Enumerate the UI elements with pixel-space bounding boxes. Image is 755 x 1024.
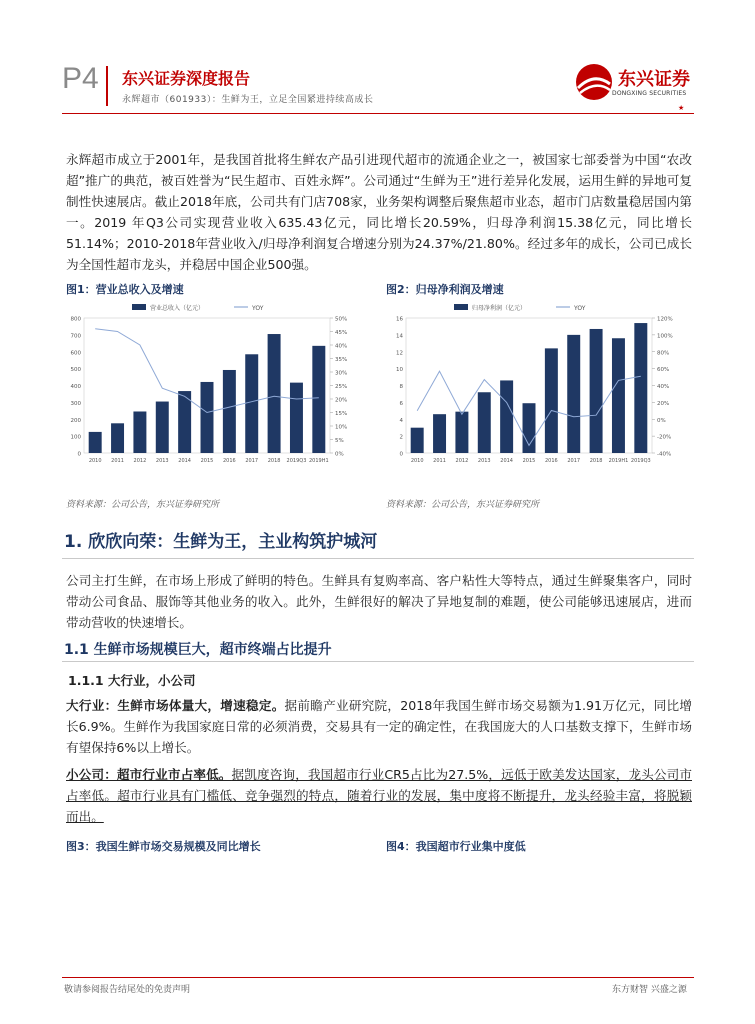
profit-xtick: 2012 — [455, 458, 469, 464]
revenue-bar — [245, 354, 258, 453]
profit-legend-bar-label: 归母净利润（亿元） — [472, 305, 527, 312]
profit-ytick-left: 12 — [396, 350, 403, 357]
big-industry-text: 据前瞻产业研究院，2018年我国生鲜市场交易额为1.91万亿元，同比增长6.9%。生鲜作为我国家庭日常的必须消费，交易具有一定的确定性，在我国庞大的人口基数支撑下，生鲜市场有望保持6%以上增长。 — [66, 698, 692, 755]
profit-ytick-left: 4 — [399, 417, 403, 424]
revenue-legend-bar-swatch — [132, 304, 146, 310]
logo-mark: ★ — [678, 104, 685, 112]
revenue-ytick-left: 800 — [70, 316, 81, 323]
profit-xtick: 2019Q3 — [630, 458, 651, 464]
revenue-bar — [89, 432, 102, 453]
revenue-bar — [111, 423, 124, 453]
profit-ytick-left: 10 — [396, 367, 403, 374]
profit-ytick-right: 120% — [657, 316, 673, 323]
revenue-legend-line-label: YOY — [252, 305, 264, 312]
figure3-title: 图3：我国生鲜市场交易规模及同比增长 — [66, 840, 261, 853]
profit-bar — [567, 335, 580, 453]
revenue-ytick-right: 35% — [335, 357, 348, 363]
profit-xtick: 2013 — [477, 458, 491, 464]
profit-ytick-left: 2 — [399, 434, 403, 441]
revenue-bar — [156, 402, 169, 453]
revenue-ytick-right: 0% — [335, 451, 344, 458]
section1-rule — [62, 558, 694, 559]
revenue-ytick-right: 5% — [335, 438, 344, 444]
revenue-ytick-left: 0 — [77, 451, 81, 458]
revenue-xtick: 2011 — [111, 458, 124, 464]
figure1-source: 资料来源：公司公告，东兴证券研究所 — [66, 500, 220, 510]
section1-1-1-heading: 1.1.1 大行业，小公司 — [68, 673, 196, 688]
footer-slogan: 东方财智 兴盛之源 — [612, 985, 687, 995]
profit-ytick-left: 14 — [396, 333, 403, 340]
revenue-xtick: 2010 — [88, 458, 102, 464]
profit-xtick: 2017 — [567, 458, 581, 464]
revenue-ytick-left: 200 — [70, 417, 81, 424]
revenue-ytick-right: 50% — [335, 316, 348, 323]
profit-ytick-right: 100% — [657, 333, 673, 340]
revenue-ytick-right: 40% — [335, 343, 348, 350]
profit-ytick-left: 6 — [399, 400, 403, 407]
profit-legend-line-label: YOY — [574, 305, 586, 312]
profit-ytick-right: 0% — [657, 417, 666, 424]
revenue-legend-bar-label: 营业总收入（亿元） — [150, 305, 205, 312]
profit-bar — [500, 380, 513, 453]
revenue-xtick: 2016 — [222, 458, 236, 464]
small-company-text: 据凯度咨询，我国超市行业CR5占比为27.5%，远低于欧美发达国家，龙头公司市占率低。超市行业具有门槛低、竞争强烈的特点，随着行业的发展，集中度将不断提升，龙头经验丰富，将脱颖而出。 — [66, 767, 692, 824]
revenue-ytick-left: 400 — [70, 384, 81, 390]
profit-bar — [590, 329, 603, 453]
revenue-xtick: 2015 — [200, 458, 214, 464]
revenue-xtick: 2018 — [267, 458, 281, 464]
figure2-title: 图2：归母净利润及增速 — [386, 283, 504, 296]
revenue-bar — [268, 334, 281, 453]
section1-1-heading: 1.1 生鲜市场规模巨大，超市终端占比提升 — [64, 642, 332, 658]
report-brand-title: 东兴证券深度报告 — [122, 69, 251, 88]
footer-disclaimer: 敬请参阅报告结尾处的免责声明 — [64, 985, 191, 995]
profit-ytick-right: -40% — [657, 451, 672, 458]
revenue-xtick: 2019H1 — [308, 458, 329, 464]
revenue-ytick-left: 500 — [70, 367, 81, 374]
revenue-bar — [133, 411, 146, 453]
logo-en-text: DONGXING SECURITIES — [612, 90, 687, 97]
profit-bar — [545, 348, 558, 453]
profit-bar — [433, 414, 446, 453]
big-industry-lead: 大行业：生鲜市场体量大，增速稳定。 — [66, 698, 285, 713]
revenue-ytick-left: 600 — [70, 350, 81, 357]
logo-cn-text: 东兴证券 — [618, 69, 690, 90]
profit-legend-bar-swatch — [454, 304, 468, 310]
page-number: P4 — [62, 62, 99, 95]
section1-heading: 1. 欣欣向荣：生鲜为王，主业构筑护城河 — [64, 532, 378, 552]
section1-paragraph: 公司主打生鲜，在市场上形成了鲜明的特色。生鲜具有复购率高、客户粘性大等特点，通过生鲜聚集客户，同时带动公司食品、服饰等其他业务的收入。此外，生鲜很好的解决了异地复制的难题，使公司能够迅速展店，进而带动营收的快速增长。 — [66, 573, 692, 630]
profit-bar — [478, 392, 491, 453]
profit-bar — [455, 412, 468, 453]
revenue-ytick-right: 20% — [335, 397, 348, 404]
revenue-xtick: 2017 — [245, 458, 259, 464]
profit-xtick: 2015 — [522, 458, 536, 464]
profit-xtick: 2014 — [500, 458, 514, 464]
profit-bar — [634, 323, 647, 453]
revenue-bar — [312, 346, 325, 453]
profit-ytick-left: 8 — [399, 384, 403, 390]
big-industry-paragraph — [66, 695, 692, 758]
section1-1-rule — [62, 661, 694, 662]
figure1-title: 图1：营业总收入及增速 — [66, 283, 184, 296]
revenue-xtick: 2013 — [155, 458, 169, 464]
revenue-bar — [290, 383, 303, 453]
revenue-ytick-left: 700 — [70, 333, 81, 340]
revenue-ytick-right: 15% — [335, 411, 348, 417]
figure2-source: 资料来源：公司公告，东兴证券研究所 — [386, 500, 540, 510]
small-company-lead: 小公司：超市行业市占率低。 — [66, 767, 232, 782]
revenue-ytick-left: 100 — [70, 434, 81, 441]
report-subtitle: 永辉超市（601933）：生鲜为王，立足全国紧进持续高成长 — [122, 95, 374, 105]
net-profit-chart — [384, 298, 696, 490]
profit-xtick: 2016 — [544, 458, 558, 464]
profit-xtick: 2011 — [433, 458, 446, 464]
header-divider — [106, 66, 108, 106]
revenue-bar — [178, 391, 191, 453]
profit-ytick-right: 80% — [657, 350, 670, 357]
figure4-title: 图4：我国超市行业集中度低 — [386, 840, 526, 853]
header-rule — [62, 113, 694, 114]
profit-ytick-left: 0 — [399, 451, 403, 458]
revenue-ytick-left: 300 — [70, 400, 81, 407]
revenue-xtick: 2012 — [133, 458, 147, 464]
intro-paragraph: 永辉超市成立于2001年，是我国首批将生鲜农产品引进现代超市的流通企业之一，被国家七部委誉为中国“农改超”推广的典范，被百姓誉为“民生超市、百姓永辉”。公司通过“生鲜为王”进行差异化发展，运用生鲜的异地可复制性快速展店。截止2018年底，公司共有门店708家，业务架构调整后聚焦超市业态，超市门店数量稳居国内第一。2019 年Q3公司实现营业收入635.43亿元，同比增长20.59%，归母净利润15.38亿元，同比增长51.14%；2010-2018年营业收入/归母净利润复合增速分别为24.37%/21.80%。经过多年的成长，公司已成长为全国性超市龙头，并稳居中国企业500强。 — [66, 152, 692, 272]
revenue-xtick: 2019Q3 — [286, 458, 307, 464]
profit-ytick-left: 16 — [396, 316, 403, 323]
revenue-xtick: 2014 — [178, 458, 192, 464]
footer-rule — [62, 977, 694, 978]
profit-ytick-right: 20% — [657, 400, 670, 407]
revenue-chart — [62, 298, 374, 490]
profit-bar — [411, 428, 424, 453]
profit-ytick-right: -20% — [657, 434, 672, 441]
revenue-ytick-right: 45% — [335, 330, 348, 336]
revenue-bar — [223, 370, 236, 453]
profit-xtick: 2018 — [589, 458, 603, 464]
profit-xtick: 2019H1 — [608, 458, 629, 464]
profit-ytick-right: 60% — [657, 367, 670, 374]
revenue-ytick-right: 10% — [335, 424, 348, 431]
revenue-bar — [201, 382, 214, 453]
profit-xtick: 2010 — [410, 458, 424, 464]
small-company-paragraph — [66, 764, 692, 827]
revenue-ytick-right: 30% — [335, 370, 348, 377]
profit-ytick-right: 40% — [657, 384, 670, 390]
profit-bar — [612, 338, 625, 453]
revenue-ytick-right: 25% — [335, 384, 348, 390]
